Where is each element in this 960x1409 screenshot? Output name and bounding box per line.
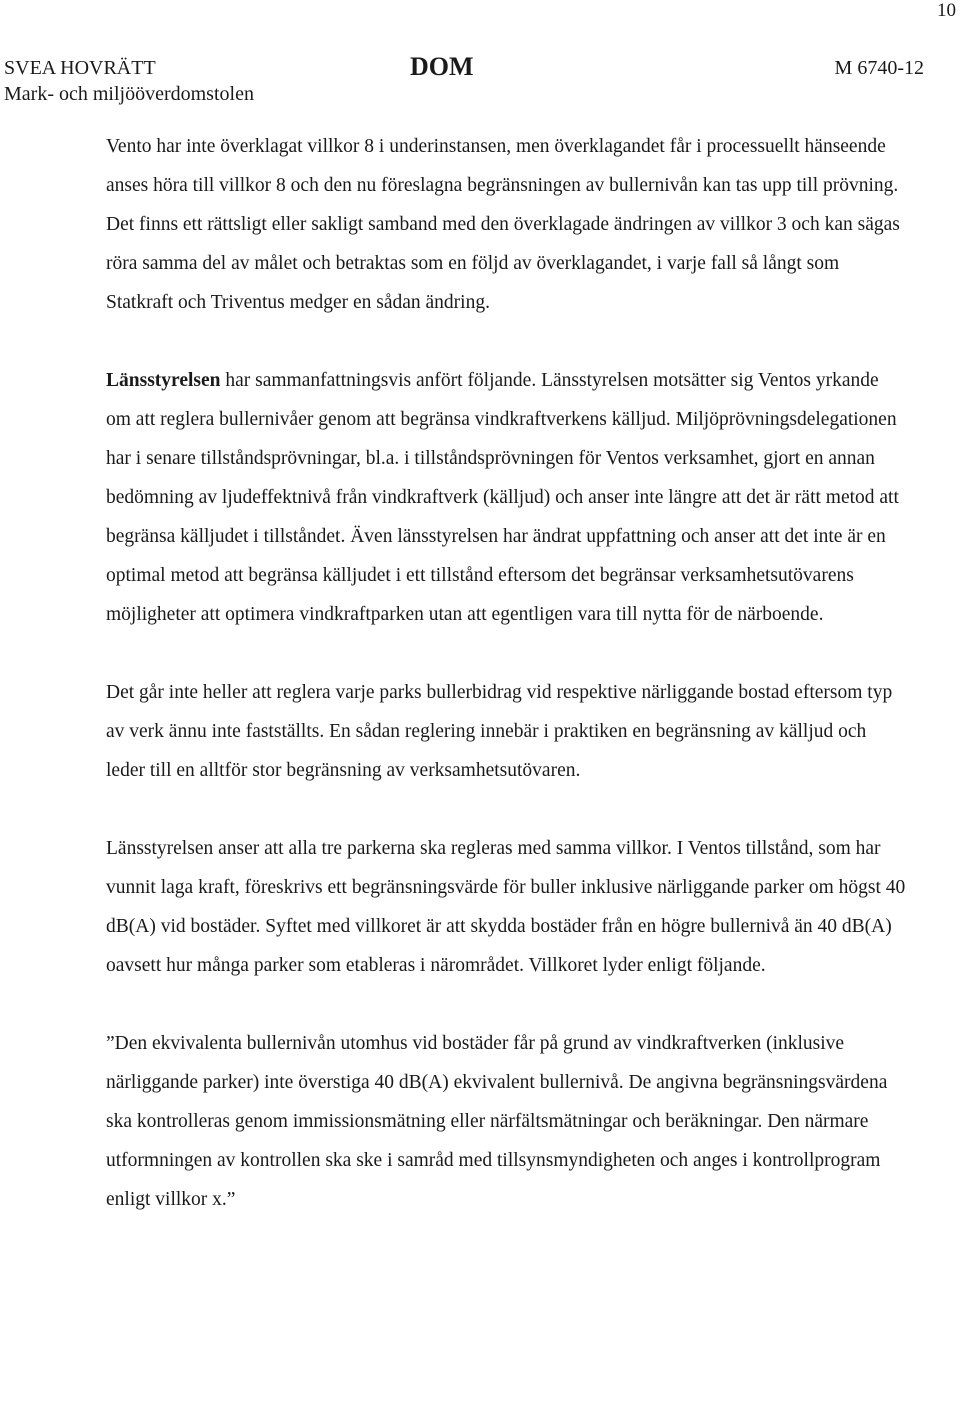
paragraph-park-regulation: Det går inte heller att reglera varje parks bullerbidrag vid respektive närliggande bostad eftersom typ av verk ännu inte fastställts. En sådan reglering innebär i praktiken en begränsning av källjud och leder till en alltför stor begränsning av verksamhetsutövaren. (106, 682, 893, 781)
party-name-lansstyrelsen: Länsstyrelsen (106, 370, 221, 391)
court-division: Mark- och miljööverdomstolen (4, 83, 254, 105)
document-header (4, 52, 924, 105)
paragraph-same-conditions: Länsstyrelsen anser att alla tre parkerna ska regleras med samma villkor. I Ventos tillstånd, som har vunnit laga kraft, föreskrivs ett begränsningsvärde för buller inklusive närliggande parker om högst 40 dB(A) vid bostäder. Syftet med villkoret är att skydda bostäder från en högre bullernivå än 40 dB(A) oavsett hur många parker som etableras i närområdet. Villkoret lyder enligt följande. (106, 838, 906, 976)
case-number: M 6740-12 (834, 57, 924, 79)
document-body (106, 127, 906, 1219)
paragraph-condition-quote: ”Den ekvivalenta bullernivån utomhus vid bostäder får på grund av vindkraftverken (inklusive närliggande parker) inte överstiga 40 dB(A) ekvivalent bullernivå. De angivna begränsningsvärdena ska kontrolleras genom immissionsmätning eller närfältsmätningar och beräkningar. Den närmare utformningen av kontrollen ska ske i samråd med tillsynsmyndigheten och anges i kontrollprogram enligt villkor x.” (106, 1033, 888, 1210)
court-name: SVEA HOVRÄTT (4, 57, 156, 79)
document-type: DOM (410, 52, 474, 81)
paragraph-county-board-text: har sammanfattningsvis anfört följande. Länsstyrelsen motsätter sig Ventos yrkande om att reglera bullernivåer genom att begränsa vindkraftverkens källjud. Miljöprövningsdelegationen har i senare tillståndsprövningar, bl.a. i tillståndsprövningen för Ventos verksamhet, gjort en annan bedömning av ljudeffektnivå från vindkraftverk (källjud) och anser inte längre att det är rätt metod att begränsa källjudet i tillståndet. Även länsstyrelsen har ändrat uppfattning och anser att det inte är en optimal metod att begränsa källjudet i ett tillstånd eftersom det begränsar verksamhetsutövarens möjligheter att optimera vindkraftparken utan att egentligen vara till nytta för de närboende. (106, 370, 899, 625)
page-number: 10 (937, 0, 956, 21)
paragraph-appeal-scope: Vento har inte överklagat villkor 8 i underinstansen, men överklagandet får i processuellt hänseende anses höra till villkor 8 och den nu föreslagna begränsningen av bullernivån kan tas upp till prövning. Det finns ett rättsligt eller sakligt samband med den överklagade ändringen av villkor 3 och kan sägas röra samma del av målet och betraktas som en följd av överklagandet, i varje fall så långt som Statkraft och Triventus medger en sådan ändring. (106, 136, 900, 313)
paragraph-county-board-position (106, 361, 906, 634)
